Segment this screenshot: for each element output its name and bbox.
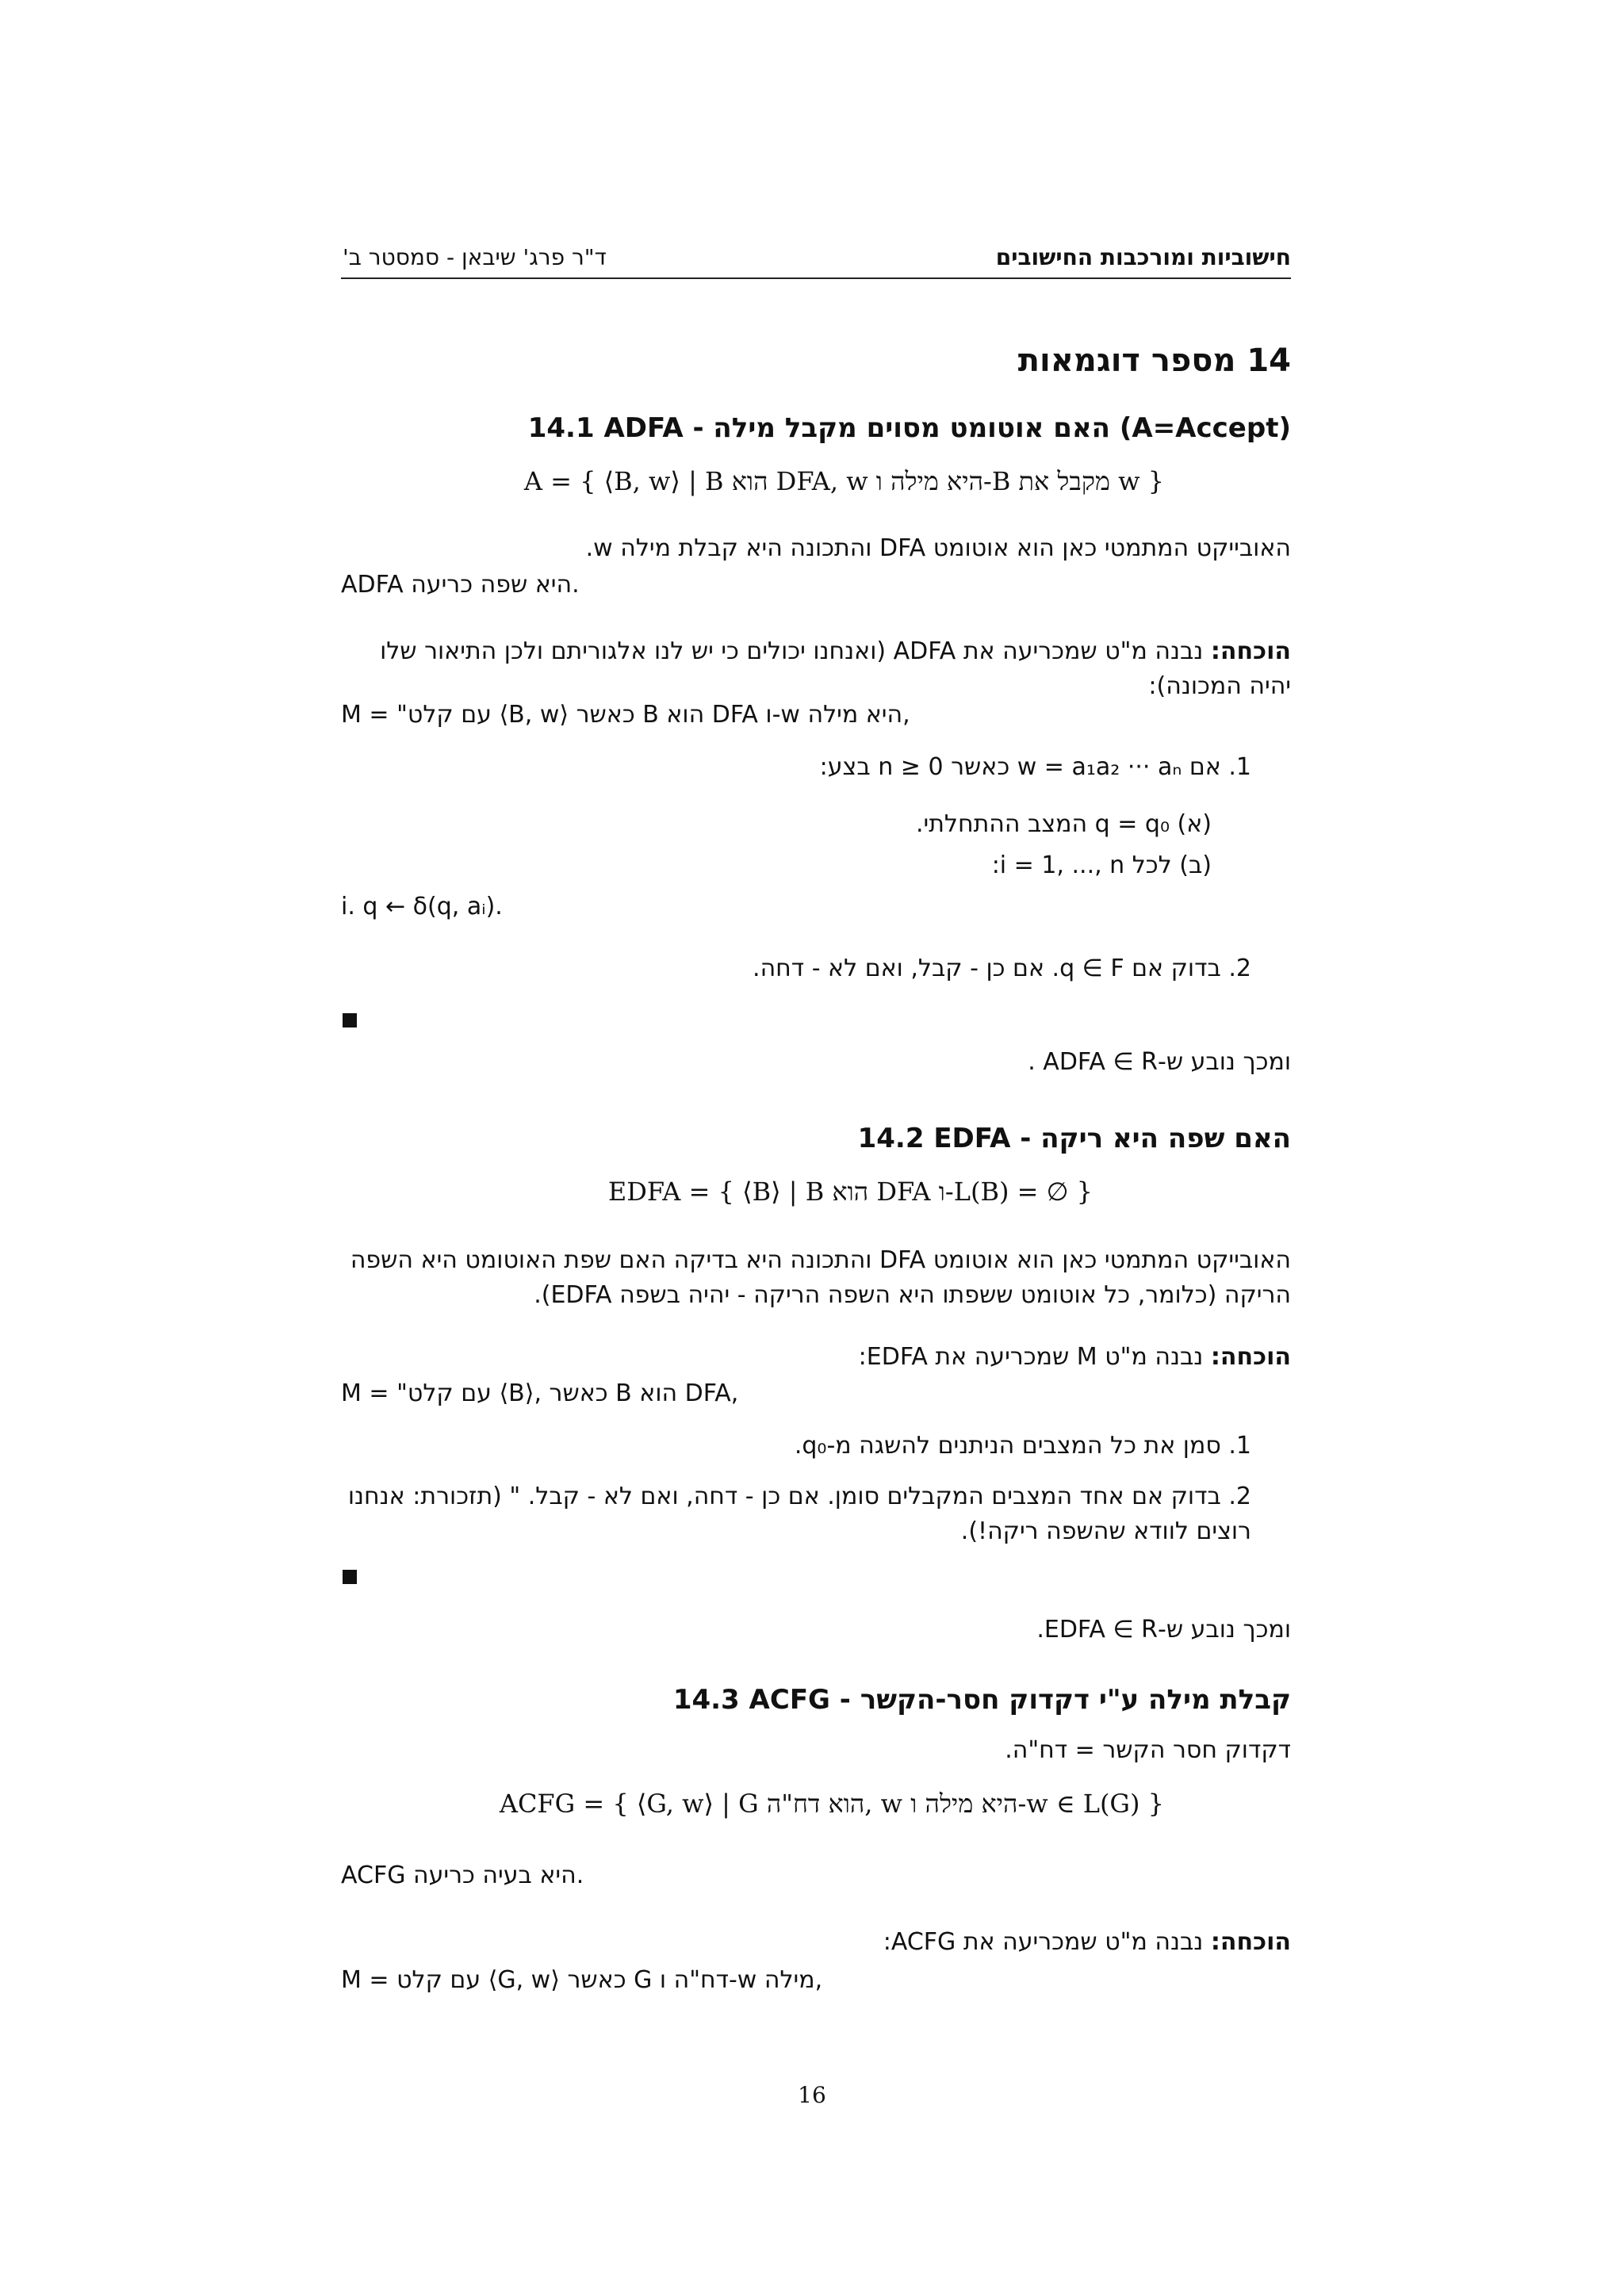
machine-definition-adfa: M = "עם קלט ⟨B, w⟩ כאשר B הוא DFA ו-w היא מילה, — [341, 701, 910, 729]
proof-adfa — [341, 634, 1291, 704]
machine-definition-edfa: M = "עם קלט ⟨B⟩, כאשר B הוא DFA, — [341, 1380, 739, 1407]
header-lecturer: ד"ר פרג' שיבאן - סמסטר ב' — [343, 244, 607, 270]
paragraph-acfg-decidable: ACFG היא בעיה כריעה. — [341, 1862, 584, 1889]
algorithm-step-2: 2. בדוק אם q ∈ F. אם כן - קבל, ואם לא - דחה. — [753, 955, 1251, 982]
proof-edfa — [341, 1340, 1291, 1375]
edfa-step-1: 1. סמן את כל המצבים הניתנים להשגה מ-q₀. — [794, 1432, 1251, 1460]
conclusion-edfa: ומכך נובע ש-EDFA ∈ R. — [1036, 1616, 1291, 1644]
machine-definition-acfg: M = עם קלט ⟨G, w⟩ כאשר G דח"ה ו-w מילה, — [341, 1966, 823, 1994]
proof-text: נבנה מ"ט M שמכריעה את EDFA: — [858, 1343, 1204, 1371]
qed-mark — [343, 1013, 357, 1027]
algorithm-step-1i: i. q ← δ(q, aᵢ). — [341, 893, 503, 920]
subsection-14-3-title: 14.3 ACFG - קבלת מילה ע"י דקדוק חסר-הקשר — [672, 1684, 1291, 1716]
subsection-14-1-title: 14.1 ADFA - האם אוטומט מסוים מקבל מילה (A=Accept) — [527, 412, 1291, 444]
algorithm-step-1b: (ב) לכל i = 1, ..., n: — [991, 851, 1212, 879]
algorithm-step-1a: (א) q = q₀ המצב ההתחלתי. — [915, 810, 1212, 838]
section-title: 14 מספר דוגמאות — [1017, 342, 1291, 379]
edfa-step-2: 2. בדוק אם אחד המצבים המקבלים סומן. אם כן - דחה, ואם לא - קבל. " (תזכורת: אנחנו רוצים לוודא שהשפה ריקה!). — [347, 1483, 1251, 1545]
formula-edfa: EDFA = { ⟨B⟩ | B הוא DFA ו-L(B) = ∅ } — [607, 1177, 1093, 1207]
proof-label: הוכחה: — [1210, 1928, 1291, 1956]
conclusion-adfa: ומכך נובע ש-ADFA ∈ R . — [1028, 1048, 1291, 1076]
formula-acfg: ACFG = { ⟨G, w⟩ | G הוא דח"ה, w היא מילה ו-w ∈ L(G) } — [499, 1789, 1164, 1819]
proof-text: נבנה מ"ט שמכריעה את ACFG: — [883, 1928, 1204, 1956]
header-course-title: חישוביות ומורכבות החישובים — [995, 244, 1291, 270]
algorithm-step-1: 1. אם w = a₁a₂ ··· aₙ כאשר n ≥ 0 בצע: — [819, 753, 1251, 781]
proof-text: נבנה מ"ט שמכריעה את ADFA (ואנחנו יכולים כי יש לנו אלגוריתם ולכן התיאור שלו יהיה המכונה): — [380, 637, 1291, 700]
paragraph-edfa-object: האובייקט המתמטי כאן הוא אוטומט DFA והתכונה היא בדיקה האם שפת האוטומט היא השפה הריקה (כלומר, כל אוטומט ששפתו היא השפה הריקה - יהיה בשפה EDFA). — [350, 1246, 1291, 1309]
paragraph-adfa-decidable: ADFA היא שפה כריעה. — [341, 571, 580, 599]
proof-acfg — [341, 1925, 1291, 1960]
paragraph-cfg-definition: דקדוק חסר הקשר = דח"ה. — [1005, 1736, 1291, 1764]
paragraph-adfa-object: האובייקט המתמטי כאן הוא אוטומט DFA והתכונה היא קבלת מילה w. — [585, 534, 1291, 562]
proof-label: הוכחה: — [1210, 1343, 1291, 1371]
subsection-14-2-title: 14.2 EDFA - האם שפה היא ריקה — [857, 1123, 1291, 1154]
qed-mark — [343, 1570, 357, 1584]
header-divider — [341, 277, 1291, 279]
formula-adfa: A = { ⟨B, w⟩ | B הוא DFA, w היא מילה ו-B מקבל את w } — [523, 466, 1164, 496]
proof-label: הוכחה: — [1210, 637, 1291, 665]
page-number: 16 — [798, 2082, 826, 2108]
